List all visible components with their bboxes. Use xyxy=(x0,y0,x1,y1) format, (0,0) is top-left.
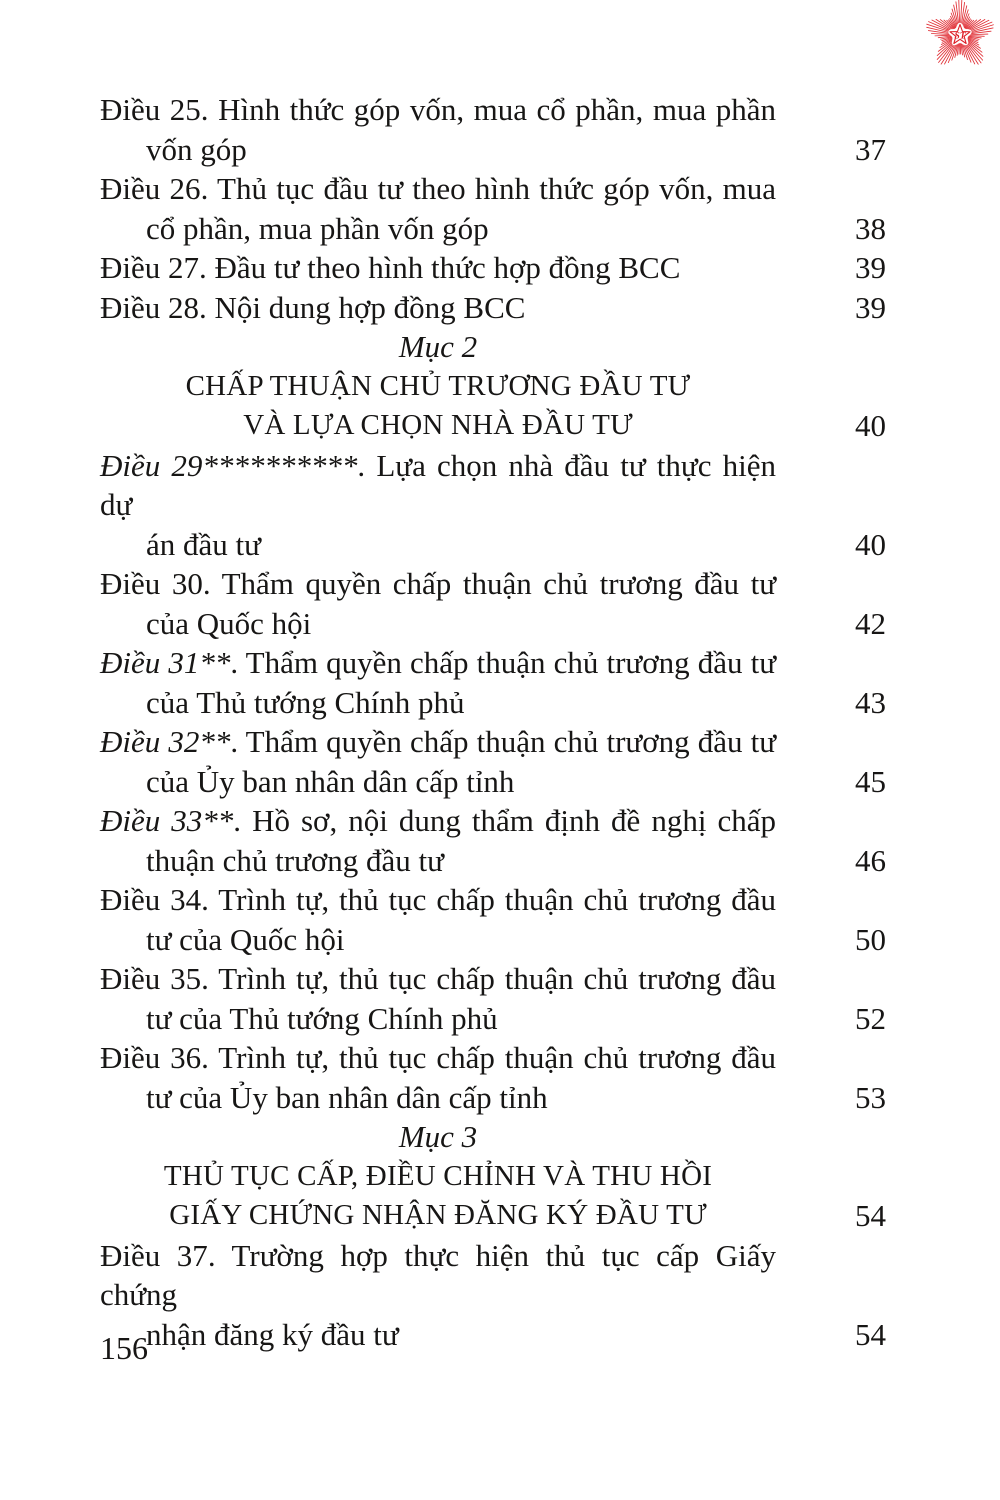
entry-page-number: 54 xyxy=(855,1198,886,1233)
logo-ray xyxy=(959,0,960,22)
toc-entry xyxy=(100,288,886,328)
entry-article-label: Điều 36 xyxy=(100,1040,202,1075)
entry-line1 xyxy=(100,248,776,288)
entry-line1 xyxy=(100,564,776,604)
logo-ray xyxy=(959,44,960,55)
entry-article-label: Điều 26 xyxy=(100,171,201,206)
starburst-logo-icon xyxy=(920,0,998,82)
entry-line2: thuận chủ trương đầu tư xyxy=(146,842,444,878)
entry-article-label: Điều 28 xyxy=(100,289,200,325)
entry-article-label: Điều 35 xyxy=(100,961,202,996)
toc-entry xyxy=(100,446,886,565)
toc-entry xyxy=(100,169,886,248)
toc-entry xyxy=(100,959,886,1038)
toc-entry xyxy=(100,880,886,959)
entry-title-text: . Trình tự, thủ tục chấp thuận chủ trương đầu xyxy=(201,882,776,917)
toc-section-heading xyxy=(100,1117,886,1236)
entry-line2: tư của Ủy ban nhân dân cấp tỉnh xyxy=(146,1079,548,1115)
logo-ray xyxy=(970,36,985,37)
entry-article-label: Điều 29********** xyxy=(100,447,358,483)
entry-text xyxy=(100,959,776,1038)
logo-ray xyxy=(935,35,950,36)
entry-line2: án đầu tư xyxy=(146,526,261,562)
entry-line1 xyxy=(100,801,776,841)
entry-line1 xyxy=(100,1236,776,1315)
entry-article-label: Điều 27 xyxy=(100,250,200,285)
section-title-line: THỦ TỤC CẤP, ĐIỀU CHỈNH VÀ THU HỒI xyxy=(163,1159,713,1192)
entry-line1 xyxy=(100,643,776,683)
entry-text xyxy=(100,643,776,722)
entry-line2: tư của Thủ tướng Chính phủ xyxy=(146,1000,498,1036)
section-title-line: CHẤP THUẬN CHỦ TRƯƠNG ĐẦU TƯ xyxy=(185,369,691,402)
entry-article-label: Điều 30 xyxy=(100,566,203,601)
section-text xyxy=(100,327,776,446)
entry-page-number: 50 xyxy=(855,921,886,957)
entry-title-text: . Trình tự, thủ tục chấp thuận chủ trương đầu xyxy=(201,961,776,996)
entry-article-label: Điều 25 xyxy=(100,92,201,127)
section-kicker: Mục 2 xyxy=(398,329,478,364)
logo-ray xyxy=(931,34,949,35)
entry-text xyxy=(100,564,776,643)
entry-page-number: 40 xyxy=(855,408,886,443)
toc-entry xyxy=(100,722,886,801)
entry-text xyxy=(100,880,776,959)
toc-entry xyxy=(100,643,886,722)
toc-entry xyxy=(100,90,886,169)
entry-article-label: Điều 37 xyxy=(100,1237,208,1273)
entry-page-number: 40 xyxy=(855,526,886,562)
entry-line1 xyxy=(100,959,776,999)
entry-page-number: 53 xyxy=(855,1079,886,1115)
section-kicker: Mục 3 xyxy=(398,1119,478,1154)
entry-title-text: . Nội dung hợp đồng BCC xyxy=(199,289,526,325)
entry-title-text: . Hình thức góp vốn, mua cổ phần, mua phần xyxy=(200,92,776,127)
section-title-line: VÀ LỰA CHỌN NHÀ ĐẦU TƯ xyxy=(243,409,633,441)
entry-title-text: . Thẩm quyền chấp thuận chủ trương đầu tư xyxy=(230,645,776,680)
entry-text xyxy=(100,1236,776,1355)
entry-text xyxy=(100,1038,776,1117)
entry-title-text: . Đầu tư theo hình thức hợp đồng BCC xyxy=(199,250,681,285)
entry-line1 xyxy=(100,169,776,209)
entry-line2: của Quốc hội xyxy=(146,605,312,641)
entry-text xyxy=(100,722,776,801)
toc-entry xyxy=(100,564,886,643)
entry-page-number: 46 xyxy=(855,842,886,878)
toc-entry xyxy=(100,801,886,880)
table-of-contents xyxy=(100,90,886,1354)
entry-page-number: 45 xyxy=(855,763,886,799)
entry-page-number: 52 xyxy=(855,1000,886,1036)
entry-line1 xyxy=(100,90,776,130)
publisher-logo xyxy=(920,0,998,82)
entry-text xyxy=(100,90,776,169)
logo-ray xyxy=(961,0,962,22)
entry-page-number: 43 xyxy=(855,684,886,720)
section-text xyxy=(100,1117,776,1236)
entry-line2: của Ủy ban nhân dân cấp tỉnh xyxy=(146,763,515,799)
toc-section-heading xyxy=(100,327,886,446)
entry-line2: vốn góp xyxy=(146,131,247,167)
entry-line1 xyxy=(100,1038,776,1078)
entry-line2: của Thủ tướng Chính phủ xyxy=(146,684,465,720)
toc-entry xyxy=(100,248,886,288)
entry-line2: nhận đăng ký đầu tư xyxy=(146,1316,399,1352)
entry-line1 xyxy=(100,446,776,525)
entry-page-number: 42 xyxy=(855,605,886,641)
entry-line1 xyxy=(100,880,776,920)
entry-title-text: . Thẩm quyền chấp thuận chủ trương đầu tư xyxy=(202,566,776,601)
logo-monogram: ST xyxy=(954,31,966,42)
entry-line2: tư của Quốc hội xyxy=(146,921,345,957)
entry-title-text: . Trường hợp thực hiện thủ tục cấp Giấy chứng xyxy=(100,1237,776,1312)
entry-title-text: . Hồ sơ, nội dung thẩm định đề nghị chấp xyxy=(233,803,776,838)
entry-title-text: . Lựa chọn nhà đầu tư thực hiện dự xyxy=(100,447,776,522)
entry-page-number: 38 xyxy=(855,210,886,246)
entry-page-number: 37 xyxy=(855,131,886,167)
folio-page-number: 156 xyxy=(100,1330,148,1366)
entry-title-text: . Thẩm quyền chấp thuận chủ trương đầu tư xyxy=(230,724,776,759)
entry-article-label: Điều 34 xyxy=(100,882,202,917)
entry-text xyxy=(100,288,776,328)
entry-title-text: . Thủ tục đầu tư theo hình thức góp vốn, mua xyxy=(200,171,776,206)
entry-article-label: Điều 31** xyxy=(100,645,231,680)
entry-line1 xyxy=(100,722,776,762)
entry-article-label: Điều 33** xyxy=(100,803,234,838)
entry-title-text: . Trình tự, thủ tục chấp thuận chủ trương đầu xyxy=(201,1040,776,1075)
entry-text xyxy=(100,446,776,565)
logo-ray xyxy=(956,2,959,23)
entry-text xyxy=(100,801,776,880)
entry-article-label: Điều 32** xyxy=(100,724,231,759)
toc-entry xyxy=(100,1236,886,1355)
entry-text xyxy=(100,248,776,288)
entry-line1 xyxy=(100,288,776,328)
entry-text xyxy=(100,169,776,248)
section-title-line: GIẤY CHỨNG NHẬN ĐĂNG KÝ ĐẦU TƯ xyxy=(169,1199,707,1231)
entry-line2: cổ phần, mua phần vốn góp xyxy=(146,210,489,246)
entry-page-number: 39 xyxy=(855,289,886,325)
entry-page-number: 54 xyxy=(855,1316,886,1352)
toc-entry xyxy=(100,1038,886,1117)
logo-ray xyxy=(971,34,988,35)
entry-page-number: 39 xyxy=(855,250,886,285)
